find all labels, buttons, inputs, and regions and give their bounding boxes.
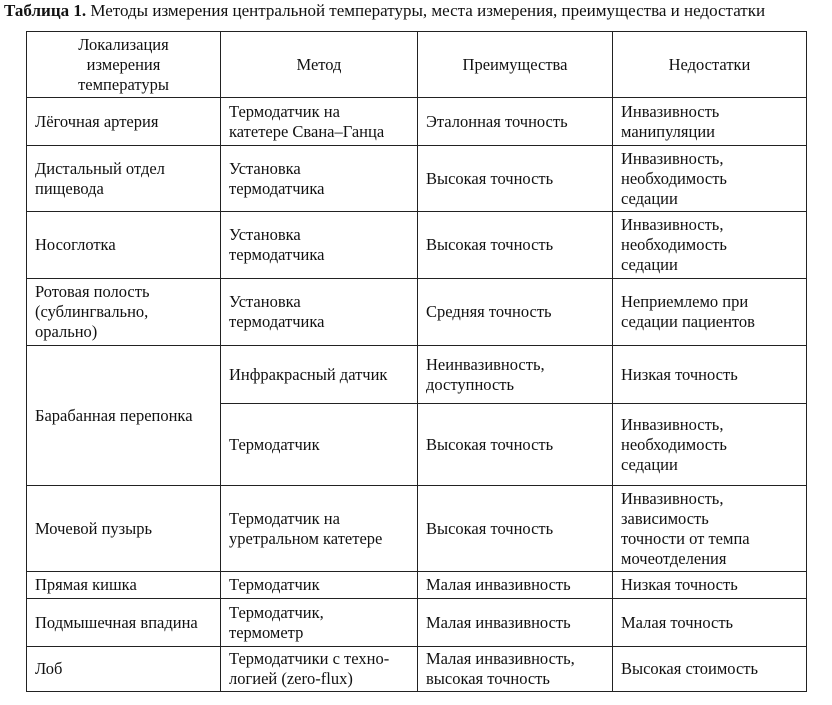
table-row [27,346,807,404]
cell-advantages: Средняя точность [418,279,613,346]
header-advantages: Преимущества [418,32,613,98]
cell-disadvantages: Инвазивность, необходимость седации [613,404,807,486]
table-row [27,486,807,572]
cell-disadvantages: Низкая точность [613,572,807,599]
cell-advantages: Неинвазивность, доступность [418,346,613,404]
cell-advantages: Эталонная точность [418,98,613,146]
cell-method: Инфракрасный датчик [221,346,418,404]
cell-method: Установка термодатчика [221,146,418,212]
cell-method: Установка термодатчика [221,212,418,279]
table-row [27,599,807,647]
table-row [27,98,807,146]
cell-method: Термодатчик, термометр [221,599,418,647]
header-location: Локализация измерения температуры [27,32,221,98]
cell-location: Лоб [27,647,221,692]
table-header-row [27,32,807,98]
cell-disadvantages: Инвазивность манипуляции [613,98,807,146]
cell-advantages: Малая инвазивность [418,572,613,599]
cell-disadvantages: Высокая стоимость [613,647,807,692]
cell-location: Прямая кишка [27,572,221,599]
cell-location: Дистальный отдел пищевода [27,146,221,212]
cell-method: Термодатчик на уретральном катетере [221,486,418,572]
header-method: Метод [221,32,418,98]
cell-method: Термодатчики с техно- логией (zero-flux) [221,647,418,692]
table-caption-label: Таблица 1. [4,1,87,20]
cell-advantages: Высокая точность [418,486,613,572]
table-caption [4,1,765,21]
cell-location: Лёгочная артерия [27,98,221,146]
cell-method: Термодатчик на катетере Свана–Ганца [221,98,418,146]
cell-location: Мочевой пузырь [27,486,221,572]
cell-method: Термодатчик [221,404,418,486]
cell-location: Носоглотка [27,212,221,279]
cell-location: Барабанная перепонка [27,346,221,486]
cell-location: Подмышечная впадина [27,599,221,647]
cell-advantages: Высокая точность [418,146,613,212]
cell-location: Ротовая полость (сублингвально, орально) [27,279,221,346]
cell-advantages: Малая инвазивность, высокая точность [418,647,613,692]
cell-disadvantages: Инвазивность, необходимость седации [613,212,807,279]
cell-disadvantages: Низкая точность [613,346,807,404]
table-row [27,572,807,599]
cell-method: Установка термодатчика [221,279,418,346]
cell-advantages: Малая инвазивность [418,599,613,647]
cell-disadvantages: Малая точность [613,599,807,647]
cell-disadvantages: Неприемлемо при седации пациентов [613,279,807,346]
cell-advantages: Высокая точность [418,212,613,279]
table-caption-text: Методы измерения центральной температуры, места измерения, преимущества и недостатки [86,1,766,20]
cell-method: Термодатчик [221,572,418,599]
cell-disadvantages: Инвазивность, зависимость точности от темпа мочеотделения [613,486,807,572]
table-row [27,279,807,346]
table-row [27,146,807,212]
cell-advantages: Высокая точность [418,404,613,486]
temperature-methods-table [26,31,807,692]
table-row [27,212,807,279]
cell-disadvantages: Инвазивность, необходимость седации [613,146,807,212]
table-row [27,647,807,692]
header-disadvantages: Недостатки [613,32,807,98]
